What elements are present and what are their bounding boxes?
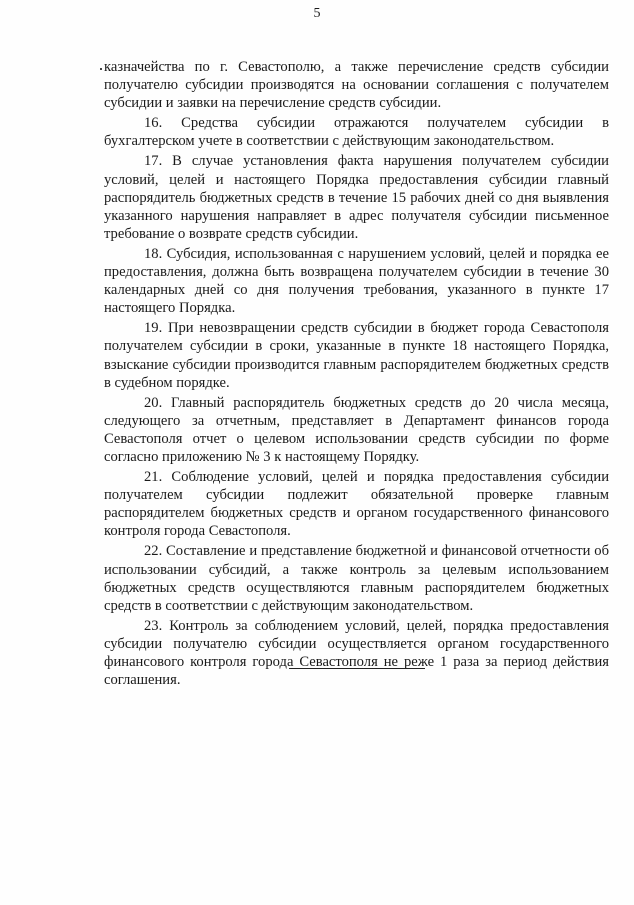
paragraph-17: 17. В случае установления факта нарушения получателем субсидии условий, целей и настоящего Порядка предоставления субсидии главный распорядитель бюджетных средств в течение 15 рабочих дней со дня выявления указанного нарушения направляет в адрес получателя субсидии письменное требование о возврате средств субсидии. [104, 153, 609, 242]
page-number: 5 [313, 6, 321, 21]
paragraph-continuation: казначейства по г. Севастополю, а также перечисление средств субсидии получателю субсидии производятся на основании соглашения с получателем субсидии и заявки на перечисление средств субсидии. [104, 59, 609, 112]
paragraph-20: 20. Главный распорядитель бюджетных средств до 20 числа месяца, следующего за отчетным, представляет в Департамент финансов города Севастополя отчет о целевом использовании средств субсидии по форме согласно приложению № 3 к настоящему Порядку. [104, 394, 609, 465]
scan-mark [100, 68, 102, 70]
paragraph-18: 18. Субсидия, использованная с нарушением условий, целей и порядка ее предоставления, должна быть возвращена получателем субсидии в течение 30 календарных дней со дня получения требования, указанного в пункте 17 настоящего Порядка. [104, 245, 609, 317]
document-body [104, 58, 609, 689]
paragraph-22: 22. Составление и представление бюджетной и финансовой отчетности об использовании субсидий, а также контроль за целевым использованием бюджетных средств осуществляются главным распорядителем бюджетных средств в соответствии с действующим законодательством. [104, 543, 609, 614]
paragraph-23: 23. Контроль за соблюдением условий, целей, порядка предоставления субсидии получателю субсидии осуществляется органом государственного финансового контроля города Севастополя не реже 1 раза за период действия соглашения. [104, 617, 609, 689]
end-divider-line [289, 668, 425, 669]
paragraph-16: 16. Средства субсидии отражаются получателем субсидии в бухгалтерском учете в соответствии с действующим законодательством. [104, 115, 609, 150]
paragraph-19: 19. При невозвращении средств субсидии в бюджет города Севастополя получателем субсидии в сроки, указанные в пункте 18 настоящего Порядка, взыскание субсидии производится главным распорядителем бюджетных средств в судебном порядке. [104, 320, 609, 391]
paragraph-21: 21. Соблюдение условий, целей и порядка предоставления субсидии получателем субсидии подлежит обязательной проверке главным распорядителем бюджетных средств и органом государственного финансового контроля города Севастополя. [104, 469, 609, 540]
